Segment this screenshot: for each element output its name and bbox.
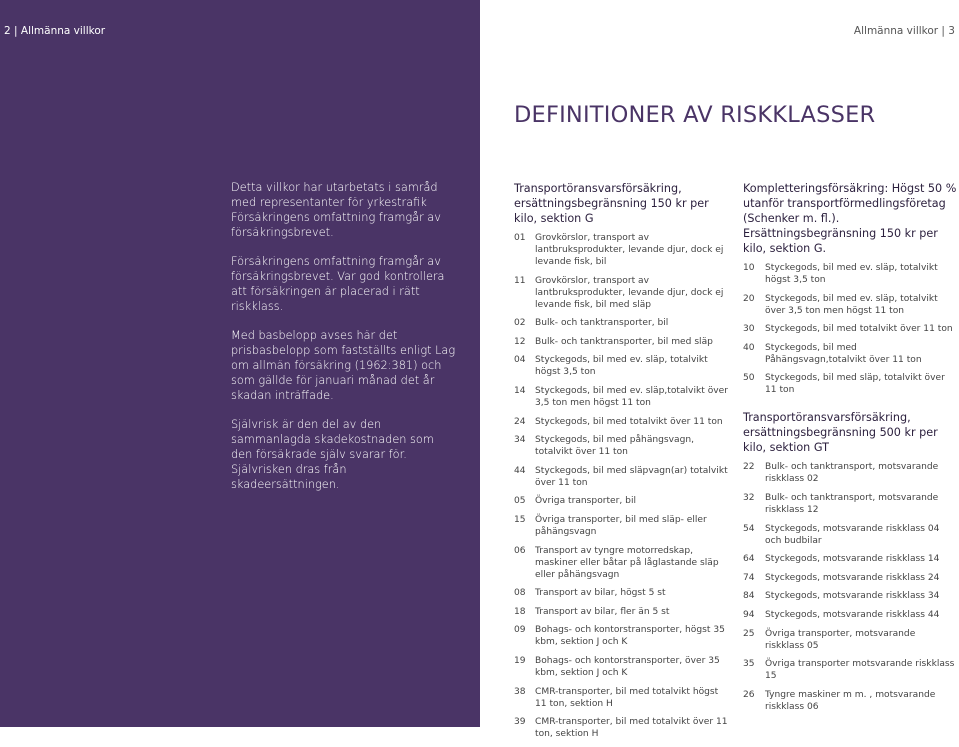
intro-paragraph: Självrisk är den del av den sammanlagda skadekostnaden som den försäkrade själv svarar för. Självrisken dras från skadeersättningen. (231, 418, 434, 491)
risk-class-description: Transport av bilar, högst 5 st (535, 588, 666, 599)
risk-class-item (514, 716, 729, 740)
risk-class-item (743, 658, 957, 682)
risk-class-item (514, 686, 729, 710)
risk-class-item (514, 606, 729, 618)
risk-class-description: Styckegods, motsvarande riskklass 14 (765, 554, 940, 565)
risk-class-code: 84 (743, 591, 755, 602)
risk-class-code: 12 (514, 336, 526, 347)
risk-class-description: Styckegods, bil med släpvagn(ar) totalvikt över 11 ton (535, 465, 728, 488)
risk-class-item (514, 545, 729, 581)
risk-class-description: Transport av bilar, fler än 5 st (535, 606, 670, 617)
risk-class-description: Styckegods, bil med ev. släp, totalvikt högst 3,5 ton (765, 263, 938, 285)
risk-class-description: Bohags- och kontorstransporter, över 35 kbm, sektion J och K (535, 655, 720, 678)
page-number-right: Allmänna villkor | 3 (853, 25, 955, 37)
risk-class-item (743, 492, 957, 516)
risk-class-code: 44 (514, 465, 526, 476)
risk-class-description: Styckegods, bil med ev. släp, totalvikt över 3,5 ton men högst 11 ton (765, 293, 938, 316)
risk-class-item (514, 514, 729, 538)
risk-class-code: 05 (514, 496, 526, 507)
risk-class-code: 14 (514, 385, 526, 396)
risk-class-code: 26 (743, 689, 755, 700)
risk-class-code: 01 (514, 233, 526, 243)
risk-class-description: Grovkörslor, transport av lantbruksprodukter, levande djur, dock ej levande fisk, bil (535, 233, 724, 267)
risk-class-item (514, 317, 729, 329)
section-g-list (514, 232, 729, 740)
risk-class-code: 40 (743, 342, 755, 353)
page-title: DEFINITIONER AV RISKKLASSER (514, 102, 876, 128)
risk-class-item (514, 385, 729, 409)
risk-class-description: Transport av tyngre motorredskap, maskiner eller båtar på låglastande släp eller påhängsvagn (535, 545, 719, 580)
risk-class-code: 20 (743, 293, 755, 304)
risk-class-item (743, 461, 957, 485)
risk-class-description: Tyngre maskiner m m. , motsvarande riskklass 06 (765, 689, 936, 712)
risk-class-item (514, 624, 729, 648)
page-number-left: 2 | Allmänna villkor (4, 25, 106, 37)
risk-class-description: Bulk- och tanktransport, motsvarande riskklass 12 (765, 492, 939, 515)
risk-class-item (514, 416, 729, 428)
intro-paragraph: Med basbelopp avses här det prisbasbelopp som fastställts enligt Lag om allmän försäkring (1962:381) och som gällde för januari månad det år skadan inträffade. (231, 329, 456, 402)
risk-class-code: 24 (514, 416, 526, 427)
risk-class-item (514, 336, 729, 348)
risk-class-description: Övriga transporter, bil (535, 496, 636, 507)
risk-class-description: Styckegods, motsvarande riskklass 44 (765, 609, 940, 620)
risk-class-code: 30 (743, 324, 755, 335)
risk-class-item (514, 655, 729, 679)
risk-class-description: Övriga transporter motsvarande riskklass 15 (765, 659, 955, 682)
section-gt-list (743, 461, 957, 712)
risk-class-code: 22 (743, 462, 755, 473)
left-page-panel (0, 0, 480, 727)
risk-class-description: Bulk- och tanktransporter, bil (535, 318, 669, 329)
risk-class-code: 54 (743, 523, 755, 534)
risk-class-code: 74 (743, 572, 755, 583)
risk-class-code: 11 (514, 275, 526, 286)
intro-paragraph: Försäkringens omfattning framgår av försäkringsbrevet. Var god kontrollera att försäkringen är placerad i rätt riskklass. (231, 255, 445, 313)
risk-class-code: 38 (514, 686, 526, 697)
risk-class-description: Styckegods, bil med ev. släp,totalvikt över 3,5 ton men högst 11 ton (535, 385, 728, 408)
risk-class-item (743, 262, 957, 286)
risk-class-item (743, 523, 957, 547)
risk-class-item (743, 293, 957, 317)
risk-class-code: 04 (514, 355, 526, 366)
risk-class-code: 06 (514, 545, 526, 556)
risk-class-description: Styckegods, bil med totalvikt över 11 ton (765, 324, 953, 335)
risk-class-item (743, 553, 957, 565)
intro-paragraph: Detta villkor har utarbetats i samråd med representanter för yrkestrafik Försäkringens omfattning framgår av försäkringsbrevet. (231, 181, 441, 239)
risk-class-item (743, 609, 957, 621)
risk-class-code: 94 (743, 609, 755, 620)
risk-class-description: Styckegods, bil med ev. släp, totalvikt högst 3,5 ton (535, 355, 708, 378)
risk-class-code: 18 (514, 606, 526, 617)
risk-class-description: Övriga transporter, bil med släp- eller påhängsvagn (535, 514, 707, 537)
risk-class-description: Bohags- och kontorstransporter, högst 35 kbm, sektion J och K (535, 625, 725, 648)
risk-class-item (743, 572, 957, 584)
intro-text (231, 180, 456, 506)
risk-class-item (743, 372, 957, 396)
section-gt-heading: Transportöransvarsförsäkring, ersättningsbegränsning 500 kr per kilo, sektion GT (743, 411, 938, 455)
risk-class-code: 39 (514, 717, 526, 728)
risk-class-code: 08 (514, 588, 526, 599)
right-column (743, 181, 957, 719)
risk-class-item (743, 628, 957, 652)
risk-class-description: Styckegods, motsvarande riskklass 34 (765, 591, 940, 602)
risk-class-item (514, 434, 729, 458)
risk-class-code: 32 (743, 492, 755, 503)
risk-class-item (514, 275, 729, 311)
risk-class-item (514, 354, 729, 378)
risk-class-description: Styckegods, bil med påhängsvagn, totalvikt över 11 ton (535, 435, 695, 458)
risk-class-item (743, 342, 957, 366)
risk-class-item (514, 232, 729, 268)
risk-class-code: 34 (514, 435, 526, 446)
risk-class-description: Övriga transporter, motsvarande riskklass 05 (765, 628, 916, 651)
risk-class-description: CMR-transporter, bil med totalvikt högst 11 ton, sektion H (535, 686, 719, 709)
komplettering-heading: Kompletteringsförsäkring: Högst 50 % utanför transportförmedlingsföretag (Schenker m. fl.). Ersättningsbegränsning 150 kr per kilo, sektion G. (743, 182, 957, 255)
risk-class-code: 64 (743, 554, 755, 565)
risk-class-description: Grovkörslor, transport av lantbruksprodukter, levande djur, dock ej levande fisk, bil med släp (535, 275, 724, 310)
risk-class-item (514, 587, 729, 599)
komplettering-list (743, 262, 957, 396)
risk-class-item (743, 323, 957, 335)
risk-class-code: 09 (514, 625, 526, 636)
risk-class-code: 19 (514, 655, 526, 666)
risk-class-description: Styckegods, motsvarande riskklass 04 och budbilar (765, 523, 940, 546)
risk-class-code: 25 (743, 628, 755, 639)
risk-class-description: CMR-transporter, bil med totalvikt över 11 ton, sektion H (535, 717, 728, 740)
risk-class-description: Styckegods, motsvarande riskklass 24 (765, 572, 940, 583)
risk-class-item (743, 689, 957, 713)
risk-class-description: Bulk- och tanktransport, motsvarande riskklass 02 (765, 462, 939, 485)
risk-class-code: 10 (743, 263, 755, 273)
risk-class-description: Styckegods, bil med totalvikt över 11 ton (535, 416, 723, 427)
risk-class-item (514, 465, 729, 489)
section-g-column (514, 181, 729, 747)
section-g-heading: Transportöransvarsförsäkring, ersättningsbegränsning 150 kr per kilo, sektion G (514, 182, 709, 225)
risk-class-code: 35 (743, 659, 755, 670)
risk-class-item (743, 590, 957, 602)
risk-class-description: Styckegods, bil med Påhängsvagn,totalvikt över 11 ton (765, 342, 922, 365)
risk-class-description: Bulk- och tanktransporter, bil med släp (535, 336, 713, 347)
risk-class-code: 02 (514, 318, 526, 329)
risk-class-description: Styckegods, bil med släp, totalvikt över 11 ton (765, 373, 945, 396)
risk-class-code: 50 (743, 373, 755, 384)
risk-class-code: 15 (514, 514, 526, 525)
risk-class-item (514, 495, 729, 507)
